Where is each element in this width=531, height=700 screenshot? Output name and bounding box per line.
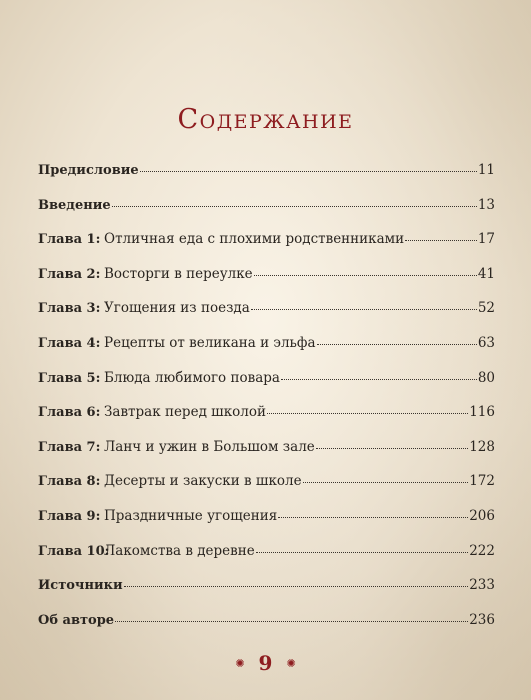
toc-page-number: 128 [469,438,495,455]
dot-leader [140,170,477,172]
toc-page-number: 206 [469,507,495,524]
toc-chapter-title: Восторги в переулке [104,265,253,282]
toc-label: Об авторе [38,612,115,628]
toc-chapter-title: Лакомства в деревне [104,542,255,559]
toc-label: Глава 5: [38,370,101,386]
toc-page-number: 11 [477,162,495,178]
dot-leader [316,447,468,449]
dot-leader [115,620,468,622]
toc-label: Источники [38,578,123,594]
toc-label: Глава 4: [38,335,101,351]
toc-row-chapter-7[interactable] [38,437,495,472]
toc-page-number: 222 [469,542,495,559]
toc-page-number: 172 [469,473,495,490]
toc-page-number: 13 [477,196,495,213]
toc-label: Введение [38,197,111,213]
toc-row-sources[interactable] [38,575,495,610]
dot-leader [317,343,477,345]
toc-chapter-title: Десерты и закуски в школе [104,473,302,490]
dot-leader [112,205,477,207]
toc-row-chapter-9[interactable] [38,506,495,541]
toc-chapter-title: Завтрак перед школой [104,404,266,421]
dot-leader [256,551,468,553]
toc-page-number: 63 [477,334,495,351]
dot-leader [251,308,477,310]
toc-label: Глава 10: [38,543,110,559]
page-number: 9 [258,651,273,675]
toc-page-number: 17 [477,231,495,248]
page-footer [0,651,531,675]
toc-chapter-title: Блюда любимого повара [104,369,280,386]
toc-label: Глава 8: [38,474,101,490]
toc-row-chapter-2[interactable] [38,264,495,299]
ornament-right-icon: ✺ [286,656,296,670]
toc-row-about-author[interactable] [38,610,495,645]
dot-leader [281,378,477,380]
toc-row-chapter-5[interactable] [38,368,495,403]
toc-row-preface[interactable] [38,160,495,195]
toc-row-introduction[interactable] [38,195,495,230]
toc-row-chapter-3[interactable] [38,298,495,333]
ornament-left-icon: ✺ [235,656,245,670]
dot-leader [405,239,477,241]
toc-page-number: 116 [469,404,495,421]
toc-page-number: 236 [469,611,495,628]
dot-leader [267,412,468,414]
toc-page-number: 233 [469,577,495,594]
dot-leader [124,585,469,587]
toc-row-chapter-10[interactable] [38,541,495,576]
toc-row-chapter-6[interactable] [38,402,495,437]
toc-label: Глава 2: [38,266,101,282]
dot-leader [254,274,477,276]
toc-chapter-title: Ланч и ужин в Большом зале [104,438,315,455]
toc-label: Глава 6: [38,405,101,421]
toc-label: Глава 1: [38,232,101,248]
toc-page-number: 41 [477,265,495,282]
page-title: Содержание [177,104,354,135]
toc-label: Глава 3: [38,301,101,317]
toc-chapter-title: Праздничные угощения [104,507,278,524]
toc-row-chapter-4[interactable] [38,333,495,368]
toc-chapter-title: Отличная еда с плохими родственниками [104,231,405,248]
dot-leader [278,516,468,518]
toc-page-number: 52 [477,300,495,317]
toc-page-number: 80 [477,369,495,386]
table-of-contents [38,160,495,644]
toc-label: Глава 9: [38,508,101,524]
toc-row-chapter-8[interactable] [38,471,495,506]
toc-row-chapter-1[interactable] [38,229,495,264]
toc-label: Глава 7: [38,439,101,455]
toc-label: Предисловие [38,163,139,178]
toc-chapter-title: Рецепты от великана и эльфа [104,334,316,351]
toc-chapter-title: Угощения из поезда [104,300,250,317]
dot-leader [303,481,469,483]
